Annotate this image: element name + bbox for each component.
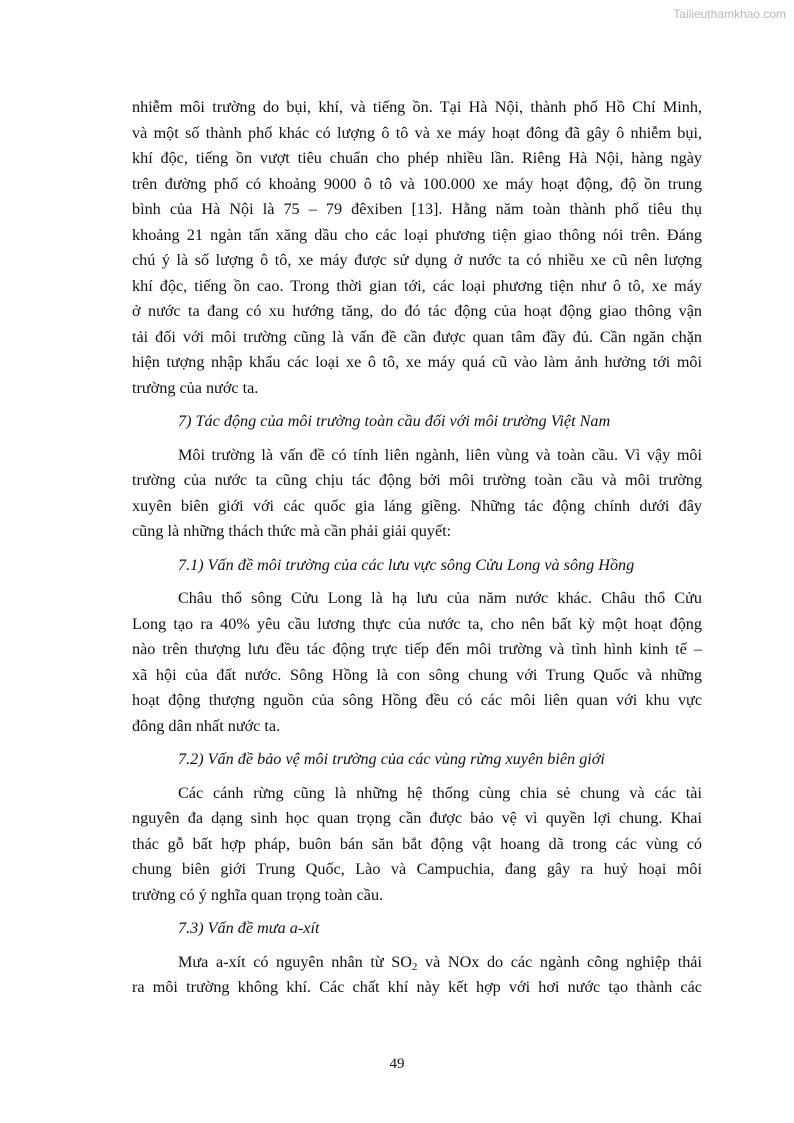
text-line: bình của Hà Nội là 75 – 79 đêxiben [13]. Hằng năm toàn thành phố tiêu thụ [132, 200, 702, 218]
text-line: đông dân nhất nước ta. [132, 716, 281, 735]
page-content [132, 95, 702, 1001]
text-fragment: Mưa a-xít có nguyên nhân từ SO [178, 952, 412, 971]
text-line: khí độc, tiếng ồn vượt tiêu chuẩn cho phép nhiều lần. Riêng Hà Nội, hàng ngày [132, 149, 702, 167]
section-heading-7: 7) Tác động của môi trường toàn cầu đối với môi trường Việt Nam [178, 412, 611, 430]
paragraph-global-environment [132, 443, 702, 545]
text-fragment: và NOx do các ngành công nghiệp thải [417, 952, 702, 971]
text-line: Các cánh rừng cũng là những hệ thống cùng chia sẻ chung và các tài [178, 783, 702, 802]
paragraph-border-forests [132, 781, 702, 909]
text-line: Châu thổ sông Cửu Long là hạ lưu của năm nước khác. Châu thổ Cửu [178, 589, 702, 607]
section-heading-7-2: 7.2) Vấn đề bảo vệ môi trường của các vùng rừng xuyên biên giới [178, 750, 605, 768]
text-line: cũng là những thách thức mà cần phải giải quyết: [132, 522, 452, 540]
text-line: chú ý là số lượng ô tô, xe máy được sử dụng ở nước ta có nhiều xe cũ nên lượng [132, 251, 702, 269]
section-heading-7-1: 7.1) Vấn đề môi trường của các lưu vực sông Cửu Long và sông Hồng [178, 555, 635, 574]
text-line: tải đối với môi trường cũng là vấn đề cần được quan tâm đầy đủ. Cần ngăn chặn [132, 327, 702, 346]
text-line: thác gỗ bất hợp pháp, buôn bán săn bắt động vật hoang dã trong các vùng có [132, 834, 702, 853]
text-line: hiện tượng nhập khẩu các loại xe ô tô, xe máy quá cũ vào làm ảnh hưởng tới môi [132, 353, 702, 371]
text-line: xã hội của đất nước. Sông Hồng là con sông chung với Trung Quốc và những [132, 665, 702, 684]
text-line: ở nước ta đang có xu hướng tăng, do đó tác động của hoạt động giao thông vận [132, 302, 702, 320]
text-line: ra môi trường không khí. Các chất khí này kết hợp với hơi nước tạo thành các [132, 978, 702, 996]
text-line: Long tạo ra 40% yêu cầu lương thực của nước ta, cho nên bất kỳ một hoạt động [132, 614, 702, 633]
text-line: nguyên đa dạng sinh học quan trọng cần được bảo vệ vì quyền lợi chung. Khai [132, 809, 702, 827]
text-line: khoảng 21 ngàn tấn xăng dầu cho các loại phương tiện giao thông nói trên. Đáng [132, 225, 702, 244]
text-line: và một số thành phố khác có lượng ô tô và xe máy hoạt đông đã gây ô nhiễm bụi, [132, 123, 702, 142]
text-line: hoạt động thượng nguồn của sông Hồng đều có các môi liên quan với khu vực [132, 691, 702, 709]
text-line: Môi trường là vấn đề có tính liên ngành, liên vùng và toàn cầu. Vì vậy môi [178, 445, 702, 464]
text-line: trên đường phố có khoảng 9000 ô tô và 100.000 xe máy hoạt động, độ ồn trung [132, 174, 702, 193]
text-line: trường có ý nghĩa quan trọng toàn cầu. [132, 885, 384, 904]
text-line: chung biên giới Trung Quốc, Lào và Campuchia, đang gây ra huỷ hoại môi [132, 860, 702, 878]
text-line: trường của nước ta. [132, 378, 259, 397]
text-line: trường của nước ta cũng chịu tác động bởi môi trường toàn cầu và môi trường [132, 471, 702, 489]
text-line [132, 950, 702, 976]
text-line: nhiễm môi trường do bụi, khí, và tiếng ồn. Tại Hà Nội, thành phố Hồ Chí Minh, [132, 98, 702, 116]
text-line: nào trên thượng lưu đều tác động trực tiếp đến môi trường và tình hình kinh tế – [132, 640, 702, 658]
text-line: xuyên biên giới với các quốc gia láng giềng. Những tác động chính dưới đây [132, 496, 702, 515]
page-number: 49 [389, 1056, 405, 1072]
subscript: 2 [411, 960, 418, 973]
paragraph-river-basins [132, 586, 702, 739]
paragraph-traffic-pollution [132, 95, 702, 401]
section-heading-7-3: 7.3) Vấn đề mưa a-xít [178, 919, 320, 937]
text-line: khí độc, tiếng ồn cao. Trong thời gian tới, các loại phương tiện như ô tô, xe máy [132, 276, 702, 295]
watermark: Tailieuthamkhao.com [673, 7, 786, 21]
paragraph-acid-rain [132, 950, 702, 1001]
